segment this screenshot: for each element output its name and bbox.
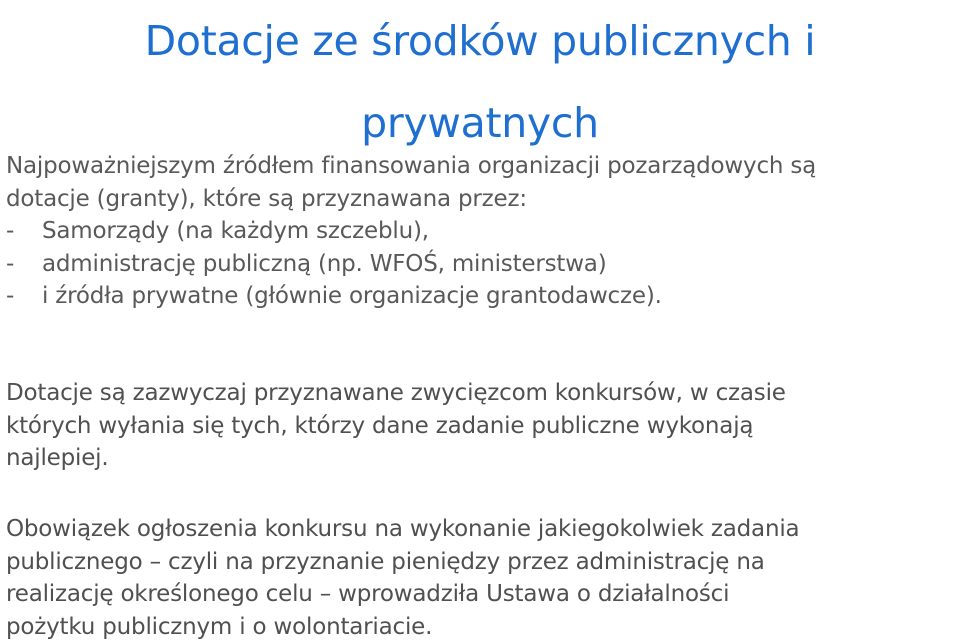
paragraph3-line-1: Obowiązek ogłoszenia konkursu na wykonanie jakiegokolwiek zadania bbox=[6, 516, 800, 542]
bullet-text: administrację publiczną (np. WFOŚ, ministerstwa) bbox=[42, 250, 607, 277]
paragraph3-line-3: realizację określonego celu – wprowadziła Ustawa o działalności bbox=[6, 581, 730, 607]
bullet-text: Samorządy (na każdym szczeblu), bbox=[42, 218, 429, 244]
bullet-dash: - bbox=[6, 250, 15, 277]
bullet-text: i źródła prywatne (głównie organizacje grantodawcze). bbox=[42, 283, 662, 309]
bullet-dash: - bbox=[6, 283, 15, 309]
title-line-1: Dotacje ze środków publicznych i bbox=[144, 17, 816, 65]
paragraph3-line-4: pożytku publicznym i o wolontariacie. bbox=[6, 613, 433, 640]
slide-title bbox=[0, 0, 960, 164]
paragraph1-line-1: Najpoważniejszym źródłem finansowania organizacji pozarządowych są bbox=[6, 153, 817, 179]
bullet-item-3 bbox=[6, 280, 816, 313]
paragraph-funding-sources bbox=[6, 150, 816, 313]
paragraph2-line-3: najlepiej. bbox=[6, 445, 109, 471]
title-line-2: prywatnych bbox=[361, 99, 599, 147]
paragraph2-line-1: Dotacje są zazwyczaj przyznawane zwycięzcom konkursów, w czasie bbox=[6, 380, 786, 406]
paragraph1-line-2: dotacje (granty), które są przyznawana przez: bbox=[6, 185, 527, 212]
paragraph3-line-2: publicznego – czyli na przyznanie pieniędzy przez administrację na bbox=[6, 548, 765, 575]
paragraph-obligation bbox=[6, 513, 799, 643]
paragraph2-line-2: których wyłania się tych, którzy dane zadanie publiczne wykonają bbox=[6, 412, 754, 439]
paragraph-competitions bbox=[6, 377, 786, 475]
bullet-dash: - bbox=[6, 218, 15, 244]
bullet-item-1 bbox=[6, 215, 816, 248]
bullet-item-2 bbox=[6, 248, 816, 281]
